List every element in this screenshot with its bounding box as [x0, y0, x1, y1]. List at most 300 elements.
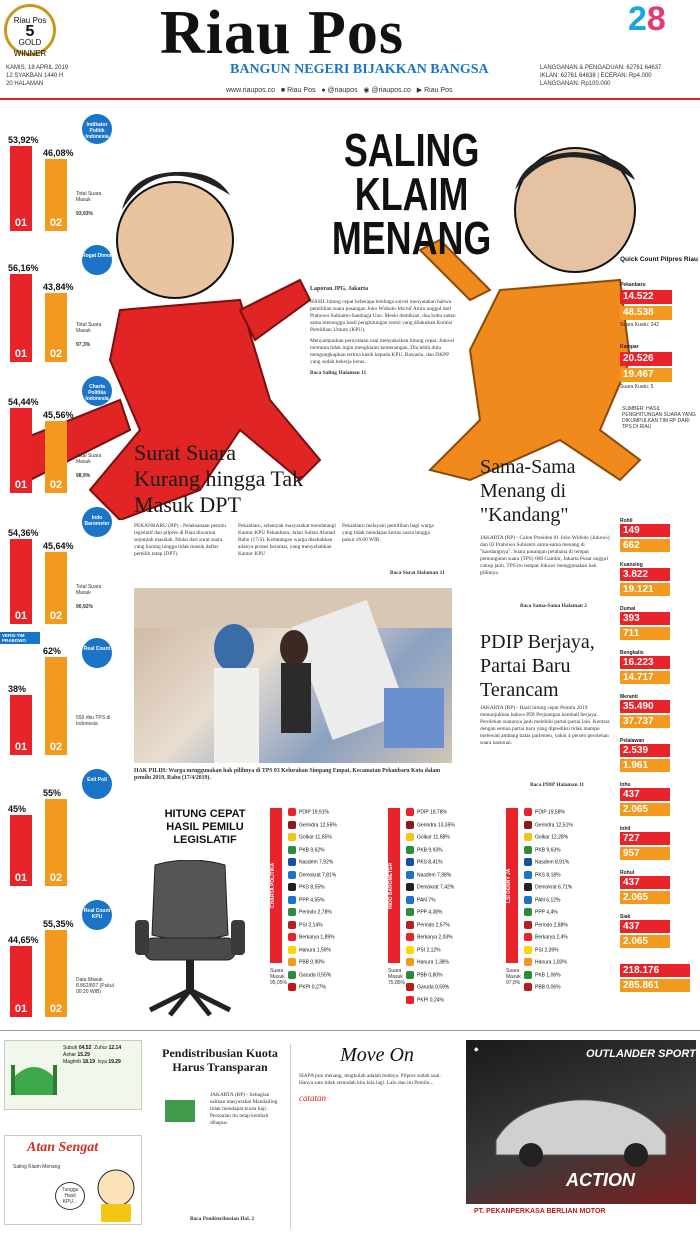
party-logo-icon: [524, 946, 532, 954]
party-label: PAN 6,12%: [535, 896, 561, 903]
region-value-01: 437: [620, 920, 670, 933]
region-note: Suara Kuatu: 5: [620, 384, 654, 390]
story3-jump[interactable]: Baca PDIP Halaman 11: [530, 782, 585, 788]
suara-masuk-note: Suara Masuk 97,8%: [506, 968, 521, 986]
advertisement[interactable]: [466, 1040, 696, 1230]
main-headline: [318, 124, 508, 278]
cartoon-title: Atan Sengat: [27, 1140, 99, 1155]
main-story: [310, 286, 460, 377]
region-value-02: 14.717: [620, 671, 670, 684]
party-logo-icon: [524, 883, 532, 891]
party-label: Nasdem 7,98%: [417, 871, 452, 878]
party-result: [288, 871, 336, 880]
party-logo-icon: [288, 821, 296, 829]
party-logo-icon: [406, 933, 414, 941]
party-label: Demokrat 7,42%: [417, 884, 455, 891]
party-logo-icon: [406, 908, 414, 916]
story3-body: JAKARTA (RP) - Hasil hitung cepat Pemilu 2019 menunjukkan bahwa PDI Perjuangan kembali berjaya. Perolehan suaranya jauh melebihi partai-partai lain. Kontras dengan semua partai baru yang diprediksi tidak mampu melewati ambang batas parlemen, yakni 4 persen perolehan suara nasional.: [480, 705, 610, 746]
party-logo-icon: [406, 921, 414, 929]
story3-title: PDIP Berjaya, Partai Baru Terancam: [480, 631, 595, 701]
party-logo-icon: [406, 971, 414, 979]
percentage-label: 56,16%: [8, 263, 39, 273]
party-result: [524, 896, 560, 905]
party-label: Hanura 1,59%: [299, 946, 331, 953]
election-photo: [134, 588, 452, 763]
anniversary-logo: 28: [628, 0, 666, 38]
quick-count-charts: [0, 108, 118, 1028]
party-label: PKB 9,93%: [417, 846, 443, 853]
story2-title: Sama-Sama Menang di "Kandang": [480, 456, 576, 526]
party-logo-icon: [288, 858, 296, 866]
party-result: [288, 821, 337, 830]
pollster-badge: Indikator Politik Indonesia: [82, 114, 112, 144]
quick-count-chart: [0, 501, 118, 632]
party-logo-icon: [406, 883, 414, 891]
party-label: PKS 8,55%: [299, 884, 325, 891]
candidate-number: 02: [49, 1003, 63, 1015]
gold-badge-top: Riau Pos: [13, 16, 47, 25]
hajj-icon: [165, 1100, 195, 1122]
party-label: PKB 9,63%: [535, 846, 561, 853]
party-result: [524, 871, 561, 880]
party-result: [288, 958, 325, 967]
region-value-01: 149: [620, 524, 670, 537]
region-name: Pekanbaru: [620, 282, 646, 288]
party-logo-icon: [524, 983, 532, 991]
party-label: Perindo 2,57%: [417, 921, 450, 928]
twitter-icon: ●: [321, 87, 326, 94]
headline-line3: MENANG: [331, 212, 492, 264]
region-value-01: 727: [620, 832, 670, 845]
party-logo-icon: [406, 946, 414, 954]
party-logo-icon: [288, 933, 296, 941]
story4-jump[interactable]: Baca Pendistribusian Hal. 2: [190, 1216, 255, 1222]
party-result: [288, 808, 329, 817]
suara-masuk-note: Suara Masuk 75,85%: [388, 968, 405, 986]
region-value-01: 16.223: [620, 656, 670, 669]
bar-candidate-02: [45, 657, 67, 755]
region-name: Rohul: [620, 870, 635, 876]
bar-candidate-02: [45, 159, 67, 231]
party-logo-icon: [406, 808, 414, 816]
party-result: [524, 933, 568, 942]
region-name: Kuansing: [620, 562, 643, 568]
party-result: [288, 833, 332, 842]
quick-count-chart: [0, 370, 118, 501]
bar-candidate-02: [45, 293, 67, 362]
prayer-times-box: [4, 1040, 142, 1110]
party-label: Demokrat 7,81%: [299, 871, 337, 878]
candidate-number: 01: [14, 348, 28, 360]
party-label: PDIP 19,91%: [299, 809, 329, 816]
photo-caption: HAK PILIH: Warga menggunakan hak pilihnya di TPS 03 Kelurahan Simpang Empat, Kecamatan Pekanbaru Kota dalam pemilu 2019, Rabu (17/4/2019).: [134, 768, 441, 781]
party-result: [406, 896, 436, 905]
candidate-number: 01: [14, 217, 28, 229]
gold-badge-number: 5: [25, 23, 35, 40]
party-label: PBB 0,80%: [417, 971, 443, 978]
party-result: [288, 921, 323, 930]
party-label: Hanura 1,38%: [417, 959, 449, 966]
byline: Laporan JPG, Jakarta: [310, 286, 369, 292]
party-label: Demokrat 6,71%: [535, 884, 573, 891]
region-name: Pelalawan: [620, 738, 645, 744]
party-result: [524, 983, 561, 992]
gold-badge-text: GOLD WINNER: [13, 38, 47, 58]
party-logo-icon: [524, 808, 532, 816]
region-value-02: 37.737: [620, 715, 670, 728]
party-label: Berkarya 1,89%: [299, 934, 335, 941]
second-paragraph: Menyampaikan pernyataan usai menyaksikan hitung cepat, Jokowi meminta tidak ingin mengklaim kemenangan. Dia lebih dulu mengungkapkan terima kasih kepada KPU, Bawaslu, dan DKPP yang sudah bekerja keras.: [310, 338, 455, 365]
party-logo-icon: [288, 958, 296, 966]
party-logo-icon: [288, 946, 296, 954]
region-value-02: 1.961: [620, 759, 670, 772]
percentage-label: 45%: [8, 804, 27, 814]
party-logo-icon: [524, 971, 532, 979]
chart-note: Total Suara Masuk: [76, 191, 102, 203]
bar-candidate-02: [45, 552, 67, 624]
percentage-label: 38%: [8, 684, 27, 694]
party-result: [288, 971, 331, 980]
region-name: Kampar: [620, 344, 639, 350]
pollster-badge: Exit Poll: [82, 769, 112, 799]
pollster-band: INDO BAROMETER: [388, 808, 400, 963]
party-result: [524, 971, 561, 980]
pollster-badge: Rogat Dimor: [82, 245, 112, 275]
party-logo-icon: [406, 846, 414, 854]
party-result: [406, 908, 442, 917]
bar-candidate-02: [45, 421, 67, 493]
quick-count-chart: [0, 763, 118, 894]
party-result: [524, 958, 567, 967]
instagram-icon: ◉: [363, 87, 370, 94]
party-label: PDIP 19,58%: [535, 809, 565, 816]
region-note: Suara Kuatu: 242: [620, 322, 659, 328]
cartoon-bubble: Tunggu Hasil KPU...: [55, 1182, 85, 1210]
party-logo-icon: [524, 871, 532, 879]
ad-car-image: [486, 1080, 676, 1170]
cartoon-character: [93, 1166, 139, 1222]
party-label: PPP 4,55%: [299, 896, 325, 903]
candidate-number: 02: [49, 610, 63, 622]
bar-candidate-01: [10, 408, 32, 493]
candidate-number: 01: [14, 610, 28, 622]
party-label: Nasdem 7,92%: [299, 859, 334, 866]
party-result: [524, 858, 569, 867]
party-logo-icon: [524, 896, 532, 904]
party-label: PKS 8,18%: [535, 871, 561, 878]
percentage-label: 45,64%: [43, 541, 74, 551]
jump-link[interactable]: Baca Saling Halaman 11: [310, 370, 367, 376]
candidate-number: 02: [49, 741, 63, 753]
party-label: Perindo 2,78%: [299, 909, 332, 916]
chart-note-value: 90,92%: [76, 604, 93, 610]
region-value-01: 3.822: [620, 568, 670, 581]
region-value-02: 48.538: [620, 306, 672, 320]
region-value-01: 218.176: [620, 964, 690, 977]
region-value-02: 957: [620, 847, 670, 860]
pollster-band: LSI DENNY JA: [506, 808, 518, 963]
party-logo-icon: [524, 846, 532, 854]
party-result: [288, 883, 325, 892]
party-result: [524, 921, 568, 930]
candidate-number: 01: [14, 1003, 28, 1015]
party-label: PAN 7%: [417, 896, 436, 903]
story1-jump[interactable]: Baca Surat Halaman 11: [390, 570, 445, 576]
party-result: [524, 846, 561, 855]
party-label: Berkarya 2,4%: [535, 934, 568, 941]
region-value-02: 19.121: [620, 583, 670, 596]
bar-candidate-02: [45, 930, 67, 1017]
party-label: PKPI 0,24%: [417, 996, 444, 1003]
candidate-number: 02: [49, 479, 63, 491]
party-logo-icon: [288, 846, 296, 854]
party-logo-icon: [406, 871, 414, 879]
region-name: Inhil: [620, 826, 631, 832]
region-name: Inhu: [620, 782, 631, 788]
party-logo-icon: [406, 858, 414, 866]
party-result: [288, 933, 335, 942]
party-result: [406, 871, 451, 880]
quick-count-title: Quick Count Pilpres Riau: [620, 256, 699, 263]
cartoon-caption: Saling Klaim Menang: [13, 1164, 61, 1170]
party-logo-icon: [406, 983, 414, 991]
region-name: Dumai: [620, 606, 636, 612]
legislative-title: HITUNG CEPAT HASIL PEMILU LEGISLATIF: [164, 808, 246, 846]
bar-candidate-01: [10, 695, 32, 755]
party-result: [406, 983, 449, 992]
party-label: Berkarya 2,03%: [417, 934, 453, 941]
region-name: Bengkalis: [620, 650, 644, 656]
percentage-label: 43,84%: [43, 282, 74, 292]
region-value-02: 662: [620, 539, 670, 552]
region-value-02: 285.861: [620, 979, 690, 992]
party-label: Garuda 0,55%: [299, 971, 332, 978]
bar-candidate-02: [45, 799, 67, 886]
region-value-02: 2.065: [620, 891, 670, 904]
party-label: Gerindra 12,51%: [535, 821, 573, 828]
bar-candidate-01: [10, 815, 32, 886]
party-logo-icon: [406, 833, 414, 841]
chart-note: Total Suara Masuk: [76, 322, 102, 334]
party-result: [406, 833, 450, 842]
party-label: PBB 0,06%: [535, 984, 561, 991]
candidate-number: 01: [14, 479, 28, 491]
party-result: [406, 821, 455, 830]
party-logo-icon: [288, 908, 296, 916]
region-value-01: 437: [620, 788, 670, 801]
suara-masuk-note: Suara Masuk 95,05%: [270, 968, 287, 986]
party-result: [524, 883, 572, 892]
chart-note-value: 98,9%: [76, 473, 91, 479]
party-result: [288, 896, 324, 905]
region-value-01: 2.539: [620, 744, 670, 757]
party-result: [288, 908, 332, 917]
social-links: www.riaupos.co ■ Riau Pos ● @riaupos ◉ @riaupos.co ▶ Riau Pos: [226, 87, 453, 94]
region-value-02: 19.467: [620, 368, 672, 382]
party-result: [524, 821, 573, 830]
party-result: [406, 921, 450, 930]
story1-col1: PEKANBARU (RP) - Pelaksanaan pemilu legislatif dan pilpres di Riau diwarnai sejumlah masalah. Mulai dari surat suara yang kurang hingga tidak masuk daftar pemilih tetap (DPT).: [134, 523, 226, 557]
party-logo-icon: [524, 908, 532, 916]
percentage-label: 55,35%: [43, 919, 74, 929]
party-logo-icon: [288, 808, 296, 816]
story1-title: Surat Suara Kurang hingga Tak Masuk DPT: [134, 440, 304, 517]
chart-note-value: 97,3%: [76, 342, 91, 348]
party-result: [406, 958, 449, 967]
party-logo-icon: [406, 996, 414, 1004]
lead-paragraph: HASIL hitung cepat beberapa lembaga survei menyatakan bahwa pemilihan suara pasangan Joko Widodo-Ma'ruf Amin unggul dari Prabowo Subianto-Sandiaga Uno. Meski demikian, dua kubu sama-sama menunggu hasil penghitungan resmi yang dilakukan Komisi Pemilihan Umum (KPU).: [310, 299, 457, 333]
candidate-number: 02: [49, 872, 63, 884]
party-result: [524, 908, 558, 917]
party-logo-icon: [288, 921, 296, 929]
bar-candidate-01: [10, 539, 32, 624]
column-move-on: [290, 1044, 455, 1229]
party-result: [406, 883, 454, 892]
percentage-label: 55%: [43, 788, 62, 798]
quick-count-chart: [0, 239, 118, 370]
region-value-01: 14.522: [620, 290, 672, 304]
youtube-icon: ▶: [416, 87, 423, 94]
party-result: [406, 971, 443, 980]
party-logo-icon: [406, 958, 414, 966]
party-result: [288, 858, 333, 867]
party-result: [524, 833, 568, 842]
party-result: [524, 946, 559, 955]
party-logo-icon: [524, 821, 532, 829]
region-value-01: 437: [620, 876, 670, 889]
party-logo-icon: [524, 921, 532, 929]
party-result: [406, 946, 441, 955]
story2-jump[interactable]: Baca Sama-Sama Halaman 2: [520, 603, 587, 609]
region-value-02: 711: [620, 627, 670, 640]
party-logo-icon: [288, 983, 296, 991]
tagline: BANGUN NEGERI BIJAKKAN BANGSA: [230, 62, 489, 77]
region-name: Rohil: [620, 518, 633, 524]
pollster-badge: Indo Barometer: [82, 507, 112, 537]
party-result: [406, 996, 444, 1005]
chart-note: Total Suara Masuk: [76, 453, 102, 465]
bar-candidate-01: [10, 274, 32, 362]
party-label: Perindo 2,88%: [535, 921, 568, 928]
party-result: [288, 846, 325, 855]
pollster-badge: Charta Politika Indonesia: [82, 376, 112, 406]
party-label: PKB 9,62%: [299, 846, 325, 853]
percentage-label: 54,44%: [8, 397, 39, 407]
region-value-01: 393: [620, 612, 670, 625]
region-name: Meranti: [620, 694, 638, 700]
candidate-number: 01: [14, 741, 28, 753]
party-label: Nasdem 8,91%: [535, 859, 570, 866]
party-label: PDIP 19,78%: [417, 809, 447, 816]
ad-tag: ACTION: [566, 1170, 635, 1190]
chart-note: Total Suara Masuk: [76, 584, 102, 596]
facebook-icon: ■: [280, 87, 286, 94]
version-tag: VERSI TIM PRABOWO: [0, 632, 40, 644]
party-label: Golkar 11,65%: [299, 834, 332, 841]
bar-candidate-01: [10, 146, 32, 231]
cartoon-box: [4, 1135, 142, 1225]
section-rule: [0, 1030, 700, 1031]
party-label: Hanura 1,83%: [535, 959, 567, 966]
chart-note-value: 93,93%: [76, 211, 93, 217]
party-label: PSI 2,39%: [535, 946, 559, 953]
party-result: [524, 808, 565, 817]
party-label: Gerindra 13,35%: [417, 821, 455, 828]
pollster-badge: Real Count KPU: [82, 900, 112, 930]
quick-count-riau: [620, 256, 698, 456]
column-body: SIAPA pun menang, tengkulah adalah budaya. Pilpres sudah usai. Hanya satu tidak semudah kita kita lagi. Lalu dan itu Pemilu...: [299, 1073, 441, 1086]
prayer-times: Subuh 04.52 Zuhur 12.14 Ashar 15.29 Maghrib 18.19 Isya 19.29: [63, 1045, 122, 1065]
party-label: PSI 2,14%: [299, 921, 323, 928]
pollster-band: CHARTA POLITIKA: [270, 808, 282, 963]
party-label: PKS 8,41%: [417, 859, 443, 866]
region-name: Siak: [620, 914, 631, 920]
party-result: [288, 983, 326, 992]
percentage-label: 44,65%: [8, 935, 39, 945]
region-value-01: 35.490: [620, 700, 670, 713]
party-logo-icon: [524, 933, 532, 941]
story4-body: JAKARTA (RP) - Sebagian salinan masyarakat Mandailing tidak mendapat kuota haji. Persoalan itu tetap kembali dihapus.: [210, 1092, 278, 1126]
percentage-label: 45,56%: [43, 410, 74, 420]
story2-body: JAKARTA (RP) - Calon Presiden 01 Joko Widodo (Jokowi) dan 02 Prabowo Subianto sama-sama menang di "kandangnya". Suara pasangan petahana di tempat pemungutan suara (TPS) 008 Gambir, Jakarta Pusat unggul cukup jauh. TPS itu tempat Jokowi menggunakan hak pilihnya.: [480, 535, 610, 576]
region-value-02: 2.065: [620, 803, 670, 816]
party-logo-icon: [406, 896, 414, 904]
party-label: Golkar 11,68%: [417, 834, 450, 841]
ad-dealer: PT. PEKANPERKASA BERLIAN MOTOR: [466, 1204, 696, 1230]
column-title: Move On: [340, 1044, 414, 1066]
party-result: [406, 846, 443, 855]
party-label: PBB 0,90%: [299, 959, 325, 966]
party-logo-icon: [288, 883, 296, 891]
party-logo-icon: [288, 896, 296, 904]
party-label: Garuda 0,59%: [417, 984, 450, 991]
quick-count-chart: [0, 108, 118, 239]
story1-col3: Pekanbaru melayani pemilihan bagi warga yang tidak mendapat kertas suara hingga pukul 16.00 WIB.: [342, 523, 434, 543]
region-value-02: 2.065: [620, 935, 670, 948]
percentage-label: 53,92%: [8, 135, 39, 145]
office-chair-illustration: [130, 860, 250, 1020]
subscription-info: LANGGANAN & PENGADUAN: 62761 64637 IKLAN: 62761 64638 | ECERAN: Rp4.000 LANGGANAN: Rp100.000: [540, 65, 662, 87]
website-link[interactable]: www.riaupos.co: [226, 87, 276, 94]
quick-count-chart: [0, 894, 118, 1025]
party-label: Golkar 12,28%: [535, 834, 569, 841]
headline-line1: SALING: [343, 124, 480, 176]
party-result: [406, 808, 447, 817]
chart-note: 593 ribu TPS di Indonesia: [76, 715, 111, 727]
party-logo-icon: [524, 958, 532, 966]
ad-headline: OUTLANDER SPORT: [586, 1048, 696, 1060]
chart-note: Data Masuk 8.862/807 (Pukul 00:20 WIB): [76, 977, 114, 995]
gold-badge: [4, 4, 56, 56]
percentage-label: 46,08%: [43, 148, 74, 158]
party-logo-icon: [524, 833, 532, 841]
issue-info: KAMIS, 18 APRIL 2019 12 SYAKBAN 1440 H 20 HALAMAN: [6, 65, 69, 87]
party-label: PPP 4,4%: [535, 909, 558, 916]
party-result: [406, 933, 453, 942]
legislative-results: [270, 808, 615, 1020]
masthead: [0, 0, 700, 86]
party-logo-icon: [524, 858, 532, 866]
party-label: PKPI 0,27%: [299, 984, 326, 991]
party-logo-icon: [288, 833, 296, 841]
percentage-label: 54,36%: [8, 528, 39, 538]
headline-line2: KLAIM: [354, 168, 469, 220]
region-results: [620, 518, 698, 1028]
party-label: PPP 4,38%: [417, 909, 443, 916]
party-label: Gerindra 12,56%: [299, 821, 337, 828]
party-result: [406, 858, 443, 867]
candidate-number: 02: [49, 217, 63, 229]
